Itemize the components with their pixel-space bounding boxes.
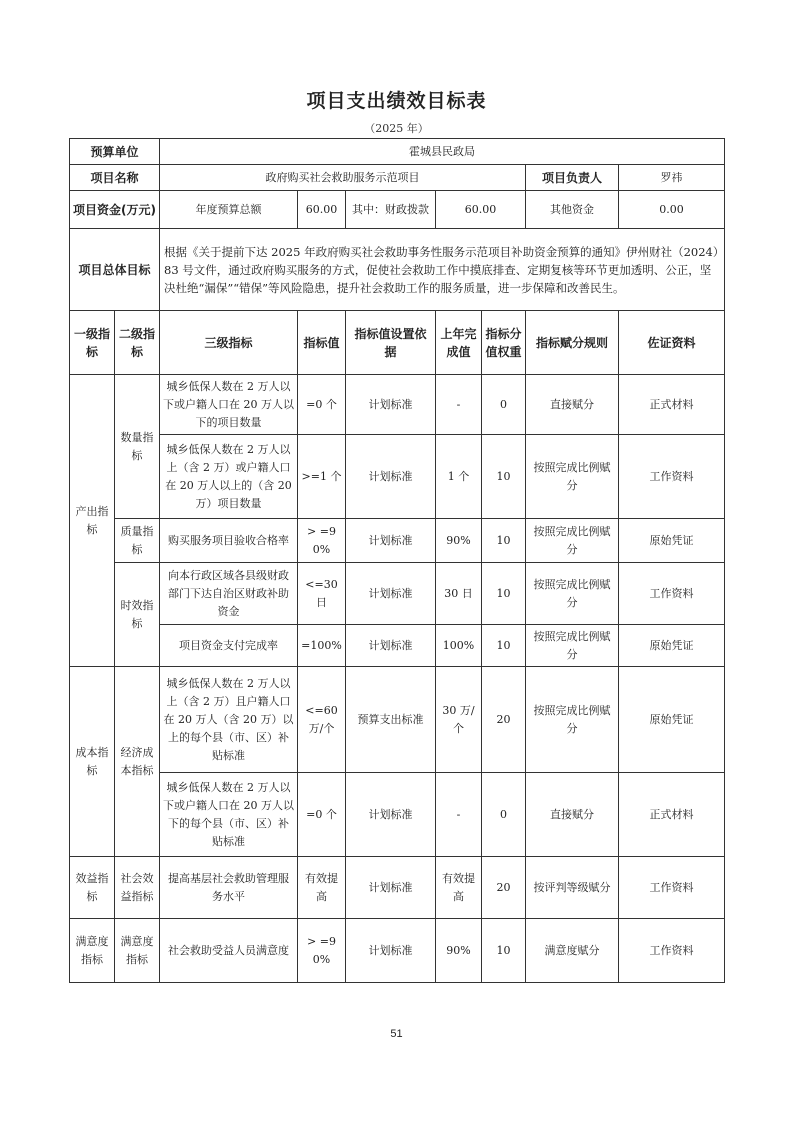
indicator-weight: 0 <box>482 375 526 435</box>
unit-value: 霍城县民政局 <box>160 139 725 165</box>
header-basis: 指标值设置依据 <box>346 311 436 375</box>
table-row <box>70 625 725 667</box>
indicator-value: 有效提高 <box>298 857 346 919</box>
indicator-rule: 满意度赋分 <box>526 919 619 983</box>
indicator-weight: 10 <box>482 625 526 667</box>
indicator-last: 有效提高 <box>436 857 482 919</box>
table-row <box>70 519 725 563</box>
indicator-rule: 按照完成比例赋分 <box>526 667 619 773</box>
indicator-evidence: 原始凭证 <box>619 625 725 667</box>
indicator-rule: 按照完成比例赋分 <box>526 519 619 563</box>
indicator-basis: 计划标准 <box>346 857 436 919</box>
indicator-value: =100% <box>298 625 346 667</box>
page-number: 51 <box>390 1028 403 1040</box>
indicator-rule: 直接赋分 <box>526 375 619 435</box>
indicator-last: 90% <box>436 919 482 983</box>
table-row <box>70 667 725 773</box>
table-row <box>70 919 725 983</box>
indicator-weight: 20 <box>482 857 526 919</box>
indicator-l3: 社会救助受益人员满意度 <box>160 919 298 983</box>
indicator-basis: 计划标准 <box>346 773 436 857</box>
indicator-rule: 按照完成比例赋分 <box>526 435 619 519</box>
indicator-basis: 计划标准 <box>346 625 436 667</box>
indicator-weight: 0 <box>482 773 526 857</box>
indicator-last: 100% <box>436 625 482 667</box>
indicator-evidence: 正式材料 <box>619 375 725 435</box>
fiscal-value: 60.00 <box>436 191 526 229</box>
header-l1: 一级指标 <box>70 311 115 375</box>
goal-label: 项目总体目标 <box>70 229 160 311</box>
indicator-last: 90% <box>436 519 482 563</box>
header-rule: 指标赋分规则 <box>526 311 619 375</box>
indicator-basis: 计划标准 <box>346 375 436 435</box>
annual-budget-label: 年度预算总额 <box>160 191 298 229</box>
project-name-value: 政府购买社会救助服务示范项目 <box>160 165 526 191</box>
page-title: 项目支出绩效目标表 <box>306 90 487 112</box>
indicator-basis: 预算支出标准 <box>346 667 436 773</box>
project-name-label: 项目名称 <box>70 165 160 191</box>
indicator-l3: 提高基层社会救助管理服务水平 <box>160 857 298 919</box>
funds-label: 项目资金(万元) <box>70 191 160 229</box>
header-l3: 三级指标 <box>160 311 298 375</box>
indicator-evidence: 工作资料 <box>619 563 725 625</box>
indicator-rule: 按照完成比例赋分 <box>526 563 619 625</box>
table-row <box>70 857 725 919</box>
indicator-l3: 向本行政区域各县级财政部门下达自治区财政补助资金 <box>160 563 298 625</box>
indicator-weight: 10 <box>482 919 526 983</box>
indicator-last: - <box>436 375 482 435</box>
indicator-last: 30 日 <box>436 563 482 625</box>
group-quantity: 数量指标 <box>115 375 160 519</box>
indicator-rule: 直接赋分 <box>526 773 619 857</box>
group-satisfaction: 满意度指标 <box>70 919 115 983</box>
indicator-l3: 城乡低保人数在 2 万人以下或户籍人口在 20 万人以下的每个县（市、区）补贴标准 <box>160 773 298 857</box>
indicator-value: >=1 个 <box>298 435 346 519</box>
indicator-evidence: 正式材料 <box>619 773 725 857</box>
indicator-l3: 城乡低保人数在 2 万人以下或户籍人口在 20 万人以下的项目数量 <box>160 375 298 435</box>
table-row <box>70 563 725 625</box>
group-cost: 成本指标 <box>70 667 115 857</box>
indicator-value: > =90% <box>298 919 346 983</box>
group-satisfaction-2: 满意度指标 <box>115 919 160 983</box>
header-weight: 指标分值权重 <box>482 311 526 375</box>
group-econ-cost: 经济成本指标 <box>115 667 160 857</box>
goal-text: 根据《关于提前下达 2025 年政府购买社会救助事务性服务示范项目补助资金预算的通知》伊州财社（2024）83 号文件，通过政府购买服务的方式，促使社会救助工作中摸底排查、定期复核等环节更加透明、公正，坚决杜绝“漏保”“错保”等风险隐患，提升社会救助工作的服务质量，进一步保障和改善民生。 <box>160 229 725 311</box>
group-quality: 质量指标 <box>115 519 160 563</box>
leader-value: 罗祎 <box>619 165 725 191</box>
indicator-rule: 按评判等级赋分 <box>526 857 619 919</box>
table-row <box>70 435 725 519</box>
indicator-weight: 10 <box>482 563 526 625</box>
indicator-value: <=30 日 <box>298 563 346 625</box>
indicator-value: =0 个 <box>298 375 346 435</box>
indicator-evidence: 工作资料 <box>619 919 725 983</box>
leader-label: 项目负责人 <box>526 165 619 191</box>
performance-table <box>69 138 725 983</box>
indicator-evidence: 原始凭证 <box>619 519 725 563</box>
indicator-l3: 城乡低保人数在 2 万人以上（含 2 万）且户籍人口在 20 万人（含 20 万）以上的每个县（市、区）补贴标准 <box>160 667 298 773</box>
other-value: 0.00 <box>619 191 725 229</box>
table-row <box>70 773 725 857</box>
fiscal-label: 其中：财政拨款 <box>346 191 436 229</box>
group-benefit: 效益指标 <box>70 857 115 919</box>
indicator-evidence: 工作资料 <box>619 857 725 919</box>
indicator-value: > =90% <box>298 519 346 563</box>
group-social-benefit: 社会效益指标 <box>115 857 160 919</box>
indicator-basis: 计划标准 <box>346 519 436 563</box>
header-last: 上年完成值 <box>436 311 482 375</box>
indicator-basis: 计划标准 <box>346 919 436 983</box>
other-label: 其他资金 <box>526 191 619 229</box>
indicator-l3: 城乡低保人数在 2 万人以上（含 2 万）或户籍人口在 20 万人以上的（含 20 万）项目数量 <box>160 435 298 519</box>
indicator-weight: 10 <box>482 519 526 563</box>
year-label: （2025 年） <box>364 122 429 135</box>
indicator-basis: 计划标准 <box>346 435 436 519</box>
annual-budget-value: 60.00 <box>298 191 346 229</box>
group-output: 产出指标 <box>70 375 115 667</box>
indicator-value: =0 个 <box>298 773 346 857</box>
indicator-basis: 计划标准 <box>346 563 436 625</box>
indicator-evidence: 原始凭证 <box>619 667 725 773</box>
indicator-l3: 项目资金支付完成率 <box>160 625 298 667</box>
group-timeliness: 时效指标 <box>115 563 160 667</box>
table-row <box>70 375 725 435</box>
indicator-last: 30 万/个 <box>436 667 482 773</box>
indicator-weight: 20 <box>482 667 526 773</box>
indicator-weight: 10 <box>482 435 526 519</box>
indicator-last: - <box>436 773 482 857</box>
indicator-rule: 按照完成比例赋分 <box>526 625 619 667</box>
indicator-value: <=60 万/个 <box>298 667 346 773</box>
header-value: 指标值 <box>298 311 346 375</box>
indicator-evidence: 工作资料 <box>619 435 725 519</box>
header-l2: 二级指标 <box>115 311 160 375</box>
header-evidence: 佐证资料 <box>619 311 725 375</box>
unit-label: 预算单位 <box>70 139 160 165</box>
indicator-last: 1 个 <box>436 435 482 519</box>
indicator-l3: 购买服务项目验收合格率 <box>160 519 298 563</box>
